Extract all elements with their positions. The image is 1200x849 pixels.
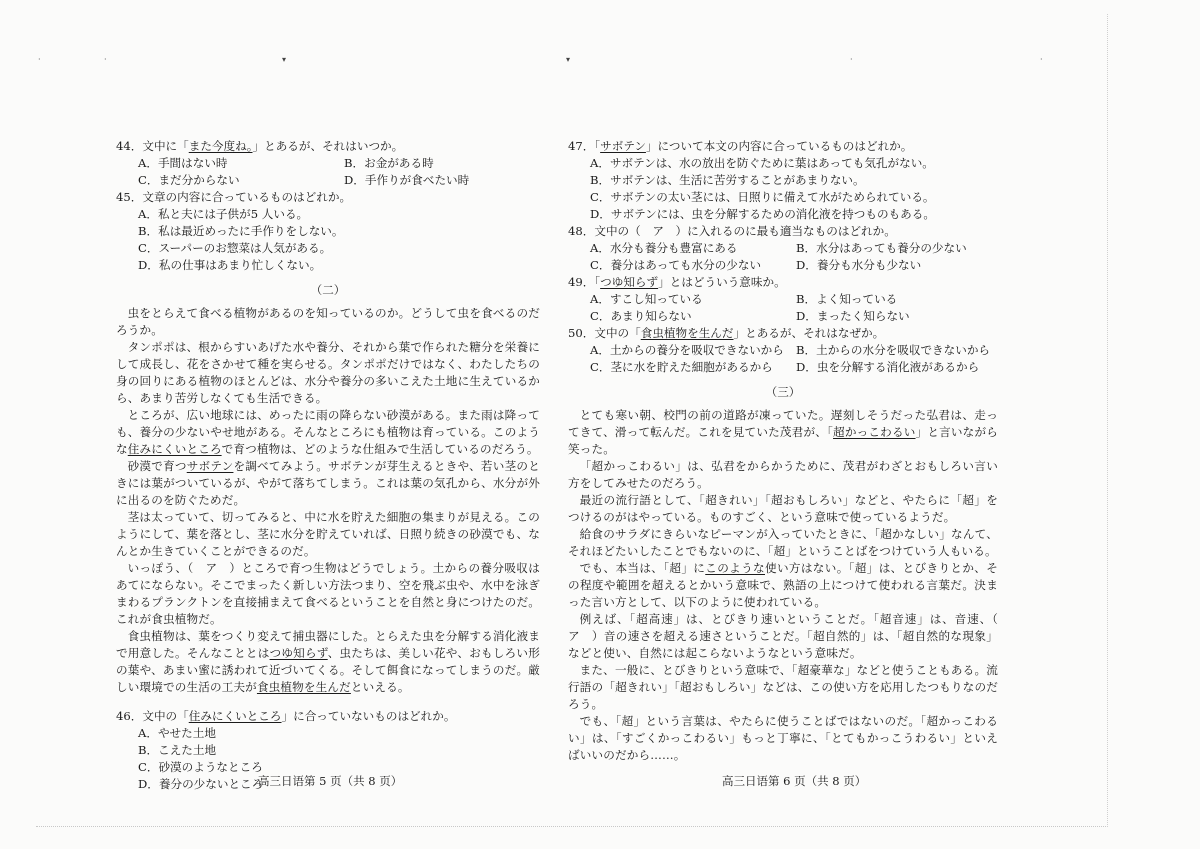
option-c: C．砂漠のようなところ [138, 760, 263, 774]
option-a: A．水分も養分も豊富にある [590, 241, 738, 255]
option-row [568, 308, 998, 325]
page-6-column [568, 138, 1010, 764]
question-stem: 46．文中の「 [116, 709, 189, 723]
paragraph: 例えば、「超高速」は、とびきり速いということだ。「超音速」は、音速、（ ア ）音の速さを超える速さということだ。「超自然的」は、「超自然的な現象」などと使い、自然には起こらないようなという意味だ。 [568, 612, 1010, 660]
option-a: A．私と夫には子供が5 人いる。 [138, 207, 309, 221]
paragraph: 「超かっこわるい」は、弘君をからかうために、茂君がわざとおもしろい言い方をしてみせたのだろう。 [568, 459, 998, 490]
option-c: C．スーパーのお惣菜は人気がある。 [138, 241, 332, 255]
option-c: C．養分はあっても水分の少ない [590, 258, 762, 272]
option-d: D．私の仕事はあまり忙しくない。 [138, 258, 322, 272]
option-d: D．手作りが食べたい時 [344, 173, 470, 187]
question-stem: 」とあるが、それはなぜか。 [733, 326, 885, 340]
question-stem: 44．文中に「 [116, 139, 189, 153]
scan-speck: · [1040, 55, 1043, 64]
question-44 [116, 138, 540, 189]
option-a: A．すこし知っている [590, 292, 703, 306]
option-d: D．サボテンには、虫を分解するための消化液を持つものもある。 [590, 207, 935, 221]
option-a: A．土からの養分を吸収できないから [590, 343, 784, 357]
underlined-phrase: サボテン [186, 459, 234, 473]
paragraph: 食虫植物は、葉をつくり変えて捕虫器にした。とらえた虫を分解する消化液まで用意した。そんなこととはつゆ知らず、虫たちは、美しい花や、おもしろい形の葉や、あまい蜜に誘われて近づいてくる。そして餌食になってしまうのだ。厳しい環境での生活の工夫が食虫植物を生んだといえる。 [116, 629, 540, 694]
option-a: A．手間はない時 [138, 156, 228, 170]
paragraph: 最近の流行語として、「超きれい」「超おもしろい」などと、やたらに「超」をつけるのがはやっている。ものすごく、という意味で使っているようだ。 [568, 493, 998, 524]
reading-passage-2 [116, 305, 540, 696]
option-b: B．水分はあっても養分の少ない [796, 241, 967, 255]
question-stem: 48．文中の（ ア ）に入れるのに最も適当なものはどれか。 [568, 224, 896, 238]
underlined-phrase: 住みにくいところ [188, 709, 282, 723]
paragraph: 砂漠で育つサボテンを調べてみよう。サボテンが芽生えるときや、若い茎のときには葉がついているが、やがて落ちてしまう。これは葉の気孔から、水分が外に出るのを防ぐためだ。 [116, 459, 540, 507]
option-d: D．養分も水分も少ない [796, 258, 922, 272]
question-stem: 」について本文の内容に合っているものはどれか。 [645, 139, 913, 153]
scan-bottom-edge [36, 826, 1108, 827]
underlined-phrase: 食虫植物を生んだ [640, 326, 734, 340]
option-c: C．まだ分からない [138, 173, 240, 187]
option-row [568, 359, 998, 376]
underlined-phrase: 住みにくいところ [127, 442, 222, 456]
option-c: C．サボテンの太い茎には、日照りに備えて水がためられている。 [590, 190, 935, 204]
option-row [568, 342, 998, 359]
scan-right-edge [1107, 14, 1108, 827]
paragraph: タンポポは、根からすいあげた水や養分、それから葉で作られた糖分を栄養にして成長し、花をさかせて種を実らせる。タンポポだけではなく、わたしたちの身の回りにある植物のほとんどは、水分や養分の多いこえた土地に生えているから、あまり苦労しなくても生活できる。 [116, 340, 540, 405]
scan-speck: ▾ [566, 55, 571, 64]
option-a: A．やせた土地 [138, 726, 216, 740]
question-45 [116, 189, 540, 274]
question-stem: 50．文中の「 [568, 326, 641, 340]
option-row [116, 172, 540, 189]
paragraph: ところが、広い地球には、めったに雨の降らない砂漠がある。また雨は降っても、養分の少ないやせ地がある。そんなところにも植物は育っている。このような住みにくいところで育つ植物は、どのような仕組みで生活しているのだろう。 [116, 408, 540, 456]
option-row [568, 257, 998, 274]
option-row [568, 291, 998, 308]
question-stem: 」とあるが、それはいつか。 [252, 139, 404, 153]
option-row [116, 155, 540, 172]
scan-speck: · [850, 55, 853, 64]
underlined-phrase: このような [705, 561, 765, 575]
paragraph: でも、「超」という言葉は、やたらに使うことばではないのだ。「超かっこわるい」は、「すごくかっこわるい」もっと丁寧に、「とてもかっこうわるい」といえばいいのだから……。 [568, 714, 998, 762]
option-c: C．あまり知らない [590, 309, 692, 323]
option-d: D．虫を分解する消化液があるから [796, 360, 980, 374]
paragraph: いっぽう、（ ア ）ところで育つ生物はどうでしょう。土からの養分吸収はあてにならない。そこでまったく新しい方法つまり、空を飛ぶ虫や、水中を泳ぎまわるプランクトンを直接捕まえて食べるということを自然と身につけたのだ。これが食虫植物だ。 [116, 561, 540, 626]
question-49 [568, 274, 998, 325]
underlined-phrase: つゆ知らず [269, 646, 328, 660]
option-b: B．こえた土地 [138, 743, 217, 757]
question-stem: 47．「 [568, 139, 601, 153]
underlined-phrase: また今度ね。 [188, 139, 253, 153]
page-footer-right: 高三日语第 6 页（共 8 页） [722, 774, 867, 788]
section-title: （二） [310, 283, 346, 297]
scan-speck: · [104, 55, 107, 64]
question-stem: 」とはどういう意味か。 [658, 275, 786, 289]
option-b: B．よく知っている [796, 292, 898, 306]
paragraph: 茎は太っていて、切ってみると、中に水を貯えた細胞の集まりが見える。このようにして、葉を落とし、茎に水分を貯えていれば、日照り続きの砂漠でも、なんとか生きていくことができるのだ。 [116, 510, 540, 558]
underlined-phrase: つゆ知らず [600, 275, 659, 289]
page-5-column [116, 138, 540, 793]
question-50 [568, 325, 998, 376]
reading-passage-3 [568, 407, 1010, 764]
option-b: B．お金がある時 [344, 156, 434, 170]
scan-speck: ▾ [282, 55, 287, 64]
option-a: A．サボテンは、水の放出を防ぐために葉はあっても気孔がない。 [590, 156, 934, 170]
underlined-phrase: 超かっこわるい [833, 425, 916, 439]
paragraph: でも、本当は、「超」にこのような使い方はない。「超」は、とびきりとか、その程度や範囲を超えるとかいう意味で、熟語の上につけて使われる言葉だ。決まった言い方として、以下のように使われている。 [568, 561, 998, 609]
option-d: D．養分の少ないところ [138, 777, 264, 791]
question-stem: 」に合っていないものはどれか。 [281, 709, 456, 723]
section-title: （三） [765, 385, 801, 399]
option-b: B．サボテンは、生活に苦労することがあまりない。 [590, 173, 865, 187]
underlined-phrase: サボテン [600, 139, 646, 153]
option-row [568, 240, 998, 257]
question-stem: 45．文章の内容に合っているものはどれか。 [116, 190, 352, 204]
scan-speck: · [38, 55, 41, 64]
paragraph: 給食のサラダにきらいなピーマンが入っていたときに、「超かなしい」なんて、それほどたいしたことでもないのに、「超」ということばをつけていう人もいる。 [568, 527, 998, 558]
paragraph: 虫をとらえて食べる植物があるのを知っているのか。どうして虫を食べるのだろうか。 [116, 306, 540, 337]
option-b: B．土からの水分を吸収できないから [796, 343, 991, 357]
underlined-phrase: 食虫植物を生んだ [256, 680, 351, 694]
page-footer-left: 高三日语第 5 页（共 8 页） [258, 774, 403, 788]
question-stem: 49．「 [568, 275, 601, 289]
option-d: D．まったく知らない [796, 309, 910, 323]
question-48 [568, 223, 998, 274]
option-c: C．茎に水を貯えた細胞があるから [590, 360, 773, 374]
paragraph: また、一般に、とびきりという意味で、「超豪華な」などと使うこともある。流行語の「超きれい」「超おもしろい」などは、この使い方を応用したつもりなのだろう。 [568, 663, 998, 711]
option-b: B．私は最近めったに手作りをしない。 [138, 224, 344, 238]
paragraph: とても寒い朝、校門の前の道路が凍っていた。遅刻しそうだった弘君は、走ってきて、滑って転んだ。これを見ていた茂君が、「超かっこわるい」と言いながら笑った。 [568, 408, 998, 456]
question-47 [568, 138, 998, 223]
